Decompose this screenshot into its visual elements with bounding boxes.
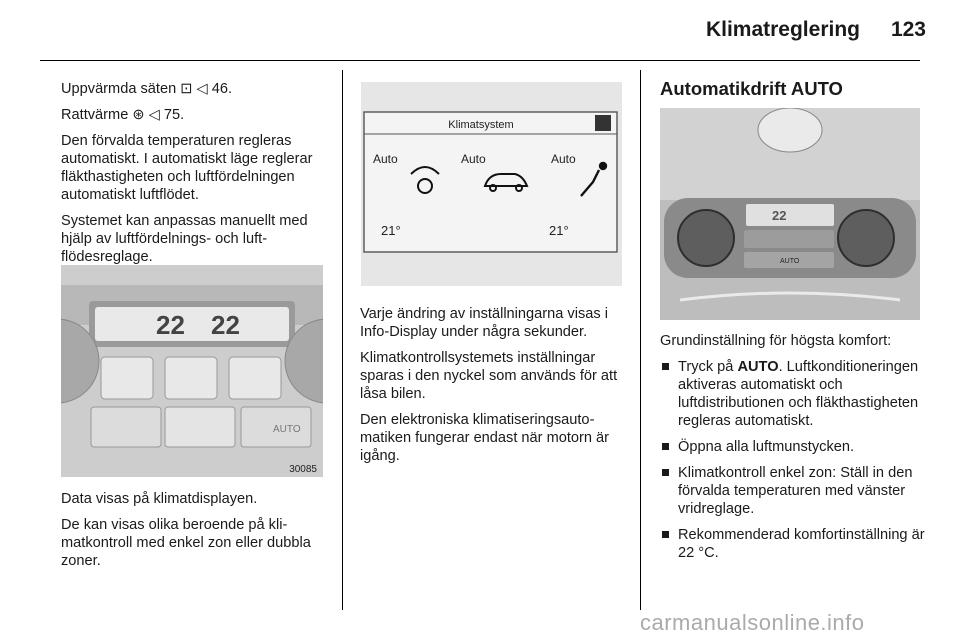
bullet-square-icon [662, 363, 669, 370]
column-3 [660, 332, 925, 570]
list-item: Tryck på AUTO. Luftkonditioneringen aktiveras automatiskt och luftdistributionen och fläkthastigheten regleras automatiskt. [660, 358, 925, 430]
list-item: Öppna alla luftmunstycken. [660, 438, 925, 456]
watermark: carmanualsonline.info [640, 610, 865, 635]
climate-panel-closeup-image [61, 265, 323, 477]
comfort-steps-list [660, 358, 925, 562]
auto-keyword: AUTO [737, 359, 779, 375]
auto-temperature-paragraph: Den förvalda temperaturen regleras automatiskt. I automatiskt läge reglerar fläkthastigheten och luftfördelningen automatiskt luftflödet. [61, 133, 313, 203]
panel-auto-label: AUTO [273, 424, 301, 435]
bullet-square-icon [662, 443, 669, 450]
bullet-square-icon [662, 469, 669, 476]
steering-heat-ref: Rattvärme ⊛ ◁ 75. [61, 107, 185, 123]
console-auto-label: AUTO [780, 258, 800, 265]
screen-temp-left: 21° [381, 223, 401, 238]
header-rule [40, 60, 920, 61]
list-item: Klimatkontroll enkel zon: Ställ in den förvalda temperaturen med vänster vridreglage. [660, 464, 925, 518]
zone-variation-paragraph: De kan visas olika beroende på klimatkontroll med enkel zon eller dubbla zoner. [61, 517, 311, 569]
screen-auto-left: Auto [373, 152, 398, 166]
page-number: 123 [890, 18, 926, 41]
key-memory-paragraph: Klimatkontrollsystemets inställningar sparas i den nyckel som används för att låsa bilen. [360, 350, 618, 402]
climate-panel-illustration [61, 265, 323, 477]
screen-auto-mid: Auto [461, 152, 486, 166]
comfort-intro: Grundinställning för högsta komfort: [660, 333, 892, 349]
screen-title: Klimatsystem [448, 119, 514, 131]
column-1-lower [61, 490, 331, 578]
display-info-paragraph: Data visas på klimatdisplayen. [61, 491, 258, 507]
heated-seats-ref: Uppvärmda säten ⊡ ◁ 46. [61, 81, 233, 97]
page-header-title: Klimatreglering [705, 18, 860, 41]
console-display-temp: 22 [772, 208, 787, 223]
section-heading-auto: Automatikdrift AUTO [660, 78, 843, 99]
column-divider-right [640, 70, 641, 610]
list-item: Rekommenderad komfortinställning är 22 °C. [660, 526, 925, 562]
info-display-illustration [361, 82, 622, 286]
climate-control-console-image [660, 108, 920, 320]
screen-settings-icon [595, 115, 611, 131]
figure-number: 30085 [289, 464, 317, 475]
column-divider-left [342, 70, 343, 610]
bullet-square-icon [662, 531, 669, 538]
console-illustration [660, 108, 920, 320]
column-2 [360, 305, 622, 473]
column-1 [61, 80, 331, 274]
info-display-paragraph: Varje ändring av inställningarna visas i Info-Display under några sekunder. [360, 306, 608, 340]
panel-display-right-temp: 22 [211, 310, 240, 340]
info-display-screen-image [361, 82, 622, 286]
panel-display-left-temp: 22 [156, 310, 185, 340]
screen-temp-right: 21° [549, 223, 569, 238]
manual-adjust-paragraph: Systemet kan anpassas manuellt med hjälp av luftfördelnings- och luftflödesreglage. [61, 213, 308, 265]
screen-auto-right: Auto [551, 152, 576, 166]
engine-running-paragraph: Den elektroniska klimatiseringsautomatiken fungerar endast när motorn är igång. [360, 412, 610, 464]
